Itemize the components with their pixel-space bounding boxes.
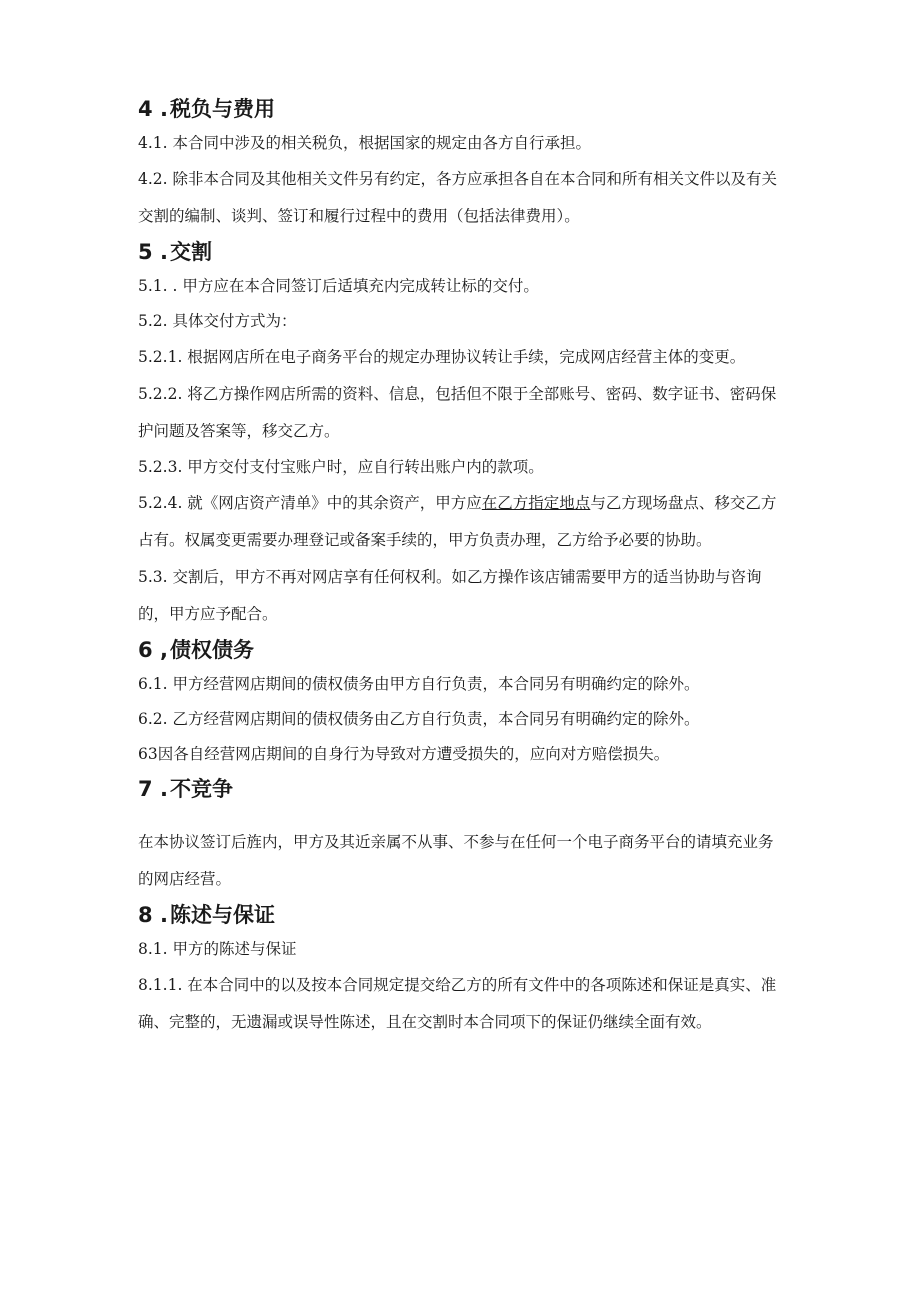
clause-4-2: 4.2. 除非本合同及其他相关文件另有约定，各方应承担各自在本合同和所有相关文件以及有关交割的编制、谈判、签订和履行过程中的费用（包括法律费用）。 [138, 170, 778, 225]
clause-5-2-2: 5.2.2. 将乙方操作网店所需的资料、信息，包括但不限于全部账号、密码、数字证书、密码保护问题及答案等，移交乙方。 [138, 385, 777, 440]
section-number: 5 [138, 240, 153, 264]
clause-5-2-4-text-rest: 与乙方现场盘点、移交乙方占有。权属变更需要办理登记或备案手续的，甲方负责办理，乙方给予必要的协助。 [138, 494, 777, 549]
section-title: 陈述与保证 [169, 903, 275, 927]
clause-6-1: 6.1. 甲方经营网店期间的债权债务由甲方自行负责，本合同另有明确约定的除外。 [138, 675, 700, 693]
clause-6-3: 63因各自经营网店期间的自身行为导致对方遭受损失的，应向对方赔偿损失。 [138, 745, 670, 763]
section-separator: . [160, 903, 168, 927]
spacer [138, 806, 788, 824]
section-number: 4 [138, 97, 153, 121]
section-number: 6 [138, 638, 153, 662]
underlined-location-text: 在乙方指定地点 [481, 494, 591, 512]
section-heading-4 [138, 92, 788, 126]
section-separator: . [160, 777, 168, 801]
clause-5-2-1: 5.2.1. 根据网店所在电子商务平台的规定办理协议转让手续，完成网店经营主体的变更。 [138, 348, 746, 366]
section-number: 7 [138, 777, 153, 801]
section-separator: , [160, 638, 168, 662]
section-separator: . [160, 97, 168, 121]
clause-5-2: 5.2. 具体交付方式为： [138, 312, 297, 330]
clause-5-2-4 [138, 485, 788, 559]
section-heading-5 [138, 235, 788, 269]
clause-5-3: 5.3. 交割后，甲方不再对网店享有任何权利。如乙方操作该店铺需要甲方的适当协助与咨询的，甲方应予配合。 [138, 568, 762, 623]
section-title: 交割 [169, 240, 212, 264]
clause-8-1: 8.1. 甲方的陈述与保证 [138, 940, 297, 958]
section-separator: . [160, 240, 168, 264]
clause-5-2-3: 5.2.3. 甲方交付支付宝账户时，应自行转出账户内的款项。 [138, 458, 544, 476]
clause-6-2: 6.2. 乙方经营网店期间的债权债务由乙方自行负责，本合同另有明确约定的除外。 [138, 710, 700, 728]
section-number: 8 [138, 903, 153, 927]
section-title: 不竞争 [169, 777, 233, 801]
section-title: 税负与费用 [169, 97, 275, 121]
section-heading-8 [138, 898, 788, 932]
section-title: 债权债务 [169, 638, 254, 662]
clause-7: 在本协议签订后旌内，甲方及其近亲属不从事、不参与在任何一个电子商务平台的请填充业务的网店经营。 [138, 833, 774, 888]
section-heading-6 [138, 633, 788, 667]
clause-4-1: 4.1. 本合同中涉及的相关税负，根据国家的规定由各方自行承担。 [138, 134, 592, 152]
contract-page [138, 92, 788, 1041]
clause-5-1: 5.1. . 甲方应在本合同签订后适填充内完成转让标的交付。 [138, 277, 539, 295]
section-heading-7 [138, 772, 788, 806]
clause-5-2-4-text: 5.2.4. 就《网店资产清单》中的其余资产，甲方应 [138, 494, 482, 512]
clause-8-1-1: 8.1.1. 在本合同中的以及按本合同规定提交给乙方的所有文件中的各项陈述和保证是真实、准确、完整的，无遗漏或误导性陈述，且在交割时本合同项下的保证仍继续全面有效。 [138, 976, 777, 1031]
